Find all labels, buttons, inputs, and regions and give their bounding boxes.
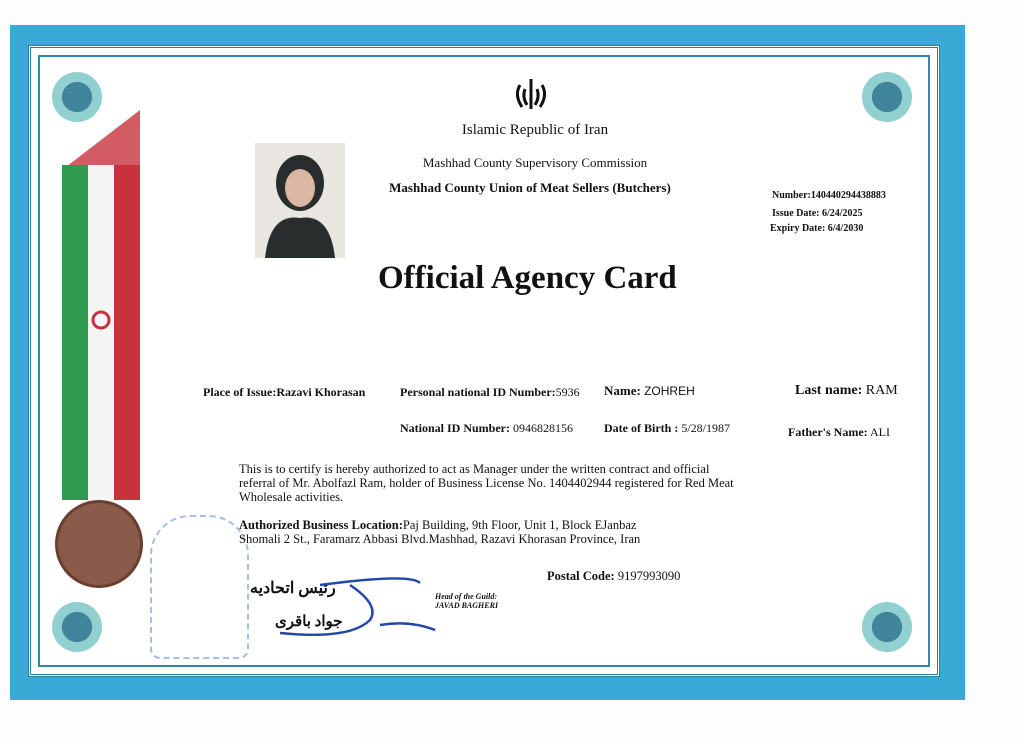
holder-last-name: Last name: RAM [795,383,898,398]
date-of-birth: Date of Birth : 5/28/1987 [604,421,730,435]
guild-head-en: Head of the Guild: JAVAD BAGHERI [435,592,499,610]
guild-stamp [150,515,249,659]
country-name: Islamic Republic of Iran [461,122,609,138]
national-id: National ID Number: 0946828156 [400,421,573,435]
father-name: Father's Name: ALI [788,425,890,439]
corner-ornament-icon [42,592,112,662]
corner-ornament-icon [852,62,922,132]
place-of-issue: Place of Issue:Razavi Khorasan [203,385,366,399]
iran-emblem-icon [512,75,550,113]
personal-id: Personal national ID Number:5936 [400,385,580,399]
guild-head-title-fa: رئیس اتحادیه [250,580,336,597]
commission-name: Mashhad County Supervisory Commission [422,155,648,170]
expiry-date: Expiry Date: 6/4/2030 [770,223,864,234]
ministry-seal [55,500,143,588]
iran-flag-ribbon-icon [62,110,140,500]
guild-head-name-fa: جواد باقری [275,614,343,630]
card-number: Number:140440294438883 [772,190,886,201]
holder-name: Name: ZOHREH [604,383,695,398]
corner-ornament-icon [852,592,922,662]
postal-code: Postal Code: 9197993090 [547,569,681,583]
certification-text: This is to certify is hereby authorized to act as Manager under the written contract and official referral of Mr. Abolfazl Ram, holder of Business License No. 1404402944 registered for Red Meat Wholesale activities. [239,462,734,504]
signature-icon [260,575,440,645]
card-title: Official Agency Card [378,260,677,296]
union-name: Mashhad County Union of Meat Sellers (Butchers) [389,180,671,195]
business-location: Authorized Business Location:Paj Building, 9th Floor, Unit 1, Block EJanbaz Shomali 2 St., Faramarz Abbasi Blvd.Mashhad, Razavi Khorasan Province, Iran [239,518,641,546]
issue-date: Issue Date: 6/24/2025 [772,208,863,219]
holder-photo [255,143,345,258]
